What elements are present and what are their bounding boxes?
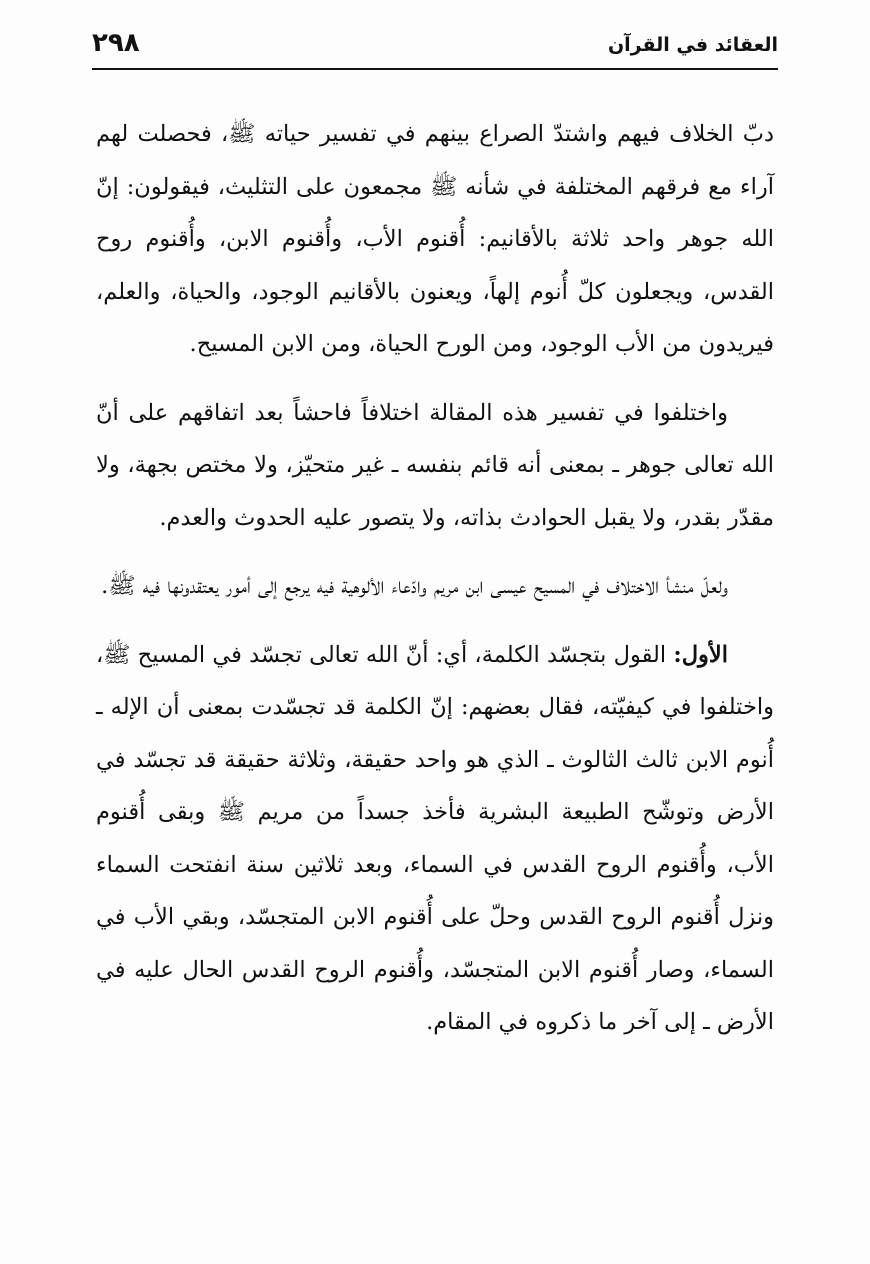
paragraph: ولعلّ منشأ الاختلاف في المسيح عيسى ابن مريم وادّعاء الألوهية فيه يرجع إلى أمور يعتقدونها فيه ﷺ. <box>101 573 728 599</box>
running-title: العقائد في القرآن <box>607 34 778 56</box>
paragraph <box>96 629 774 1049</box>
page-body <box>96 108 774 1065</box>
paragraph-text: القول بتجسّد الكلمة، أي: أنّ الله تعالى تجسّد في المسيح ﷺ، واختلفوا في كيفيّته، فقال بعضهم: إنّ الكلمة قد تجسّدت بمعنى أن الإله ـ أُنوم الابن ثالث الثالوث ـ الذي هو واحد حقيقة، وثلاثة حقيقة قد تجسّد في الأرض وتوشّح الطبيعة البشرية فأخذ جسداً من مريم ﷺ وبقى أُقنوم الأب، وأُقنوم الروح القدس في السماء، وبعد ثلاثين سنة انفتحت السماء ونزل أُقنوم الروح القدس وحلّ على أُقنوم الابن المتجسّد، وبقي الأب في السماء، وصار أُقنوم الابن المتجسّد، وأُقنوم الروح القدس الحال عليه في الأرض ـ إلى آخر ما ذكروه في المقام. <box>96 641 774 1035</box>
page-number: ٢٩٨ <box>92 28 140 58</box>
paragraph: دبّ الخلاف فيهم واشتدّ الصراع بينهم في تفسير حياته ﷺ، فحصلت لهم آراء مع فرقهم المختلفة في شأنه ﷺ مجمعون على التثليث، فيقولون: إنّ الله جوهر واحد ثلاثة بالأقانيم: أُقنوم الأب، وأُقنوم الابن، وأُقنوم روح القدس، ويجعلون كلّ أُنوم إلهاً، ويعنون بالأقانيم الوجود، والحياة، والعلم، فيريدون من الأب الوجود، ومن الورح الحياة، ومن الابن المسيح. <box>96 121 774 357</box>
paragraph: واختلفوا في تفسير هذه المقالة اختلافاً فاحشاً بعد اتفاقهم على أنّ الله تعالى جوهر ـ بمعنى أنه قائم بنفسه ـ غير متحيّز، ولا مختص بجهة، ولا مقدّر بقدر، ولا يقبل الحوادث بذاته، ولا يتصور عليه الحدوث والعدم. <box>96 399 774 531</box>
paragraph-lead: الأول: <box>673 641 728 668</box>
page-header <box>92 26 778 70</box>
